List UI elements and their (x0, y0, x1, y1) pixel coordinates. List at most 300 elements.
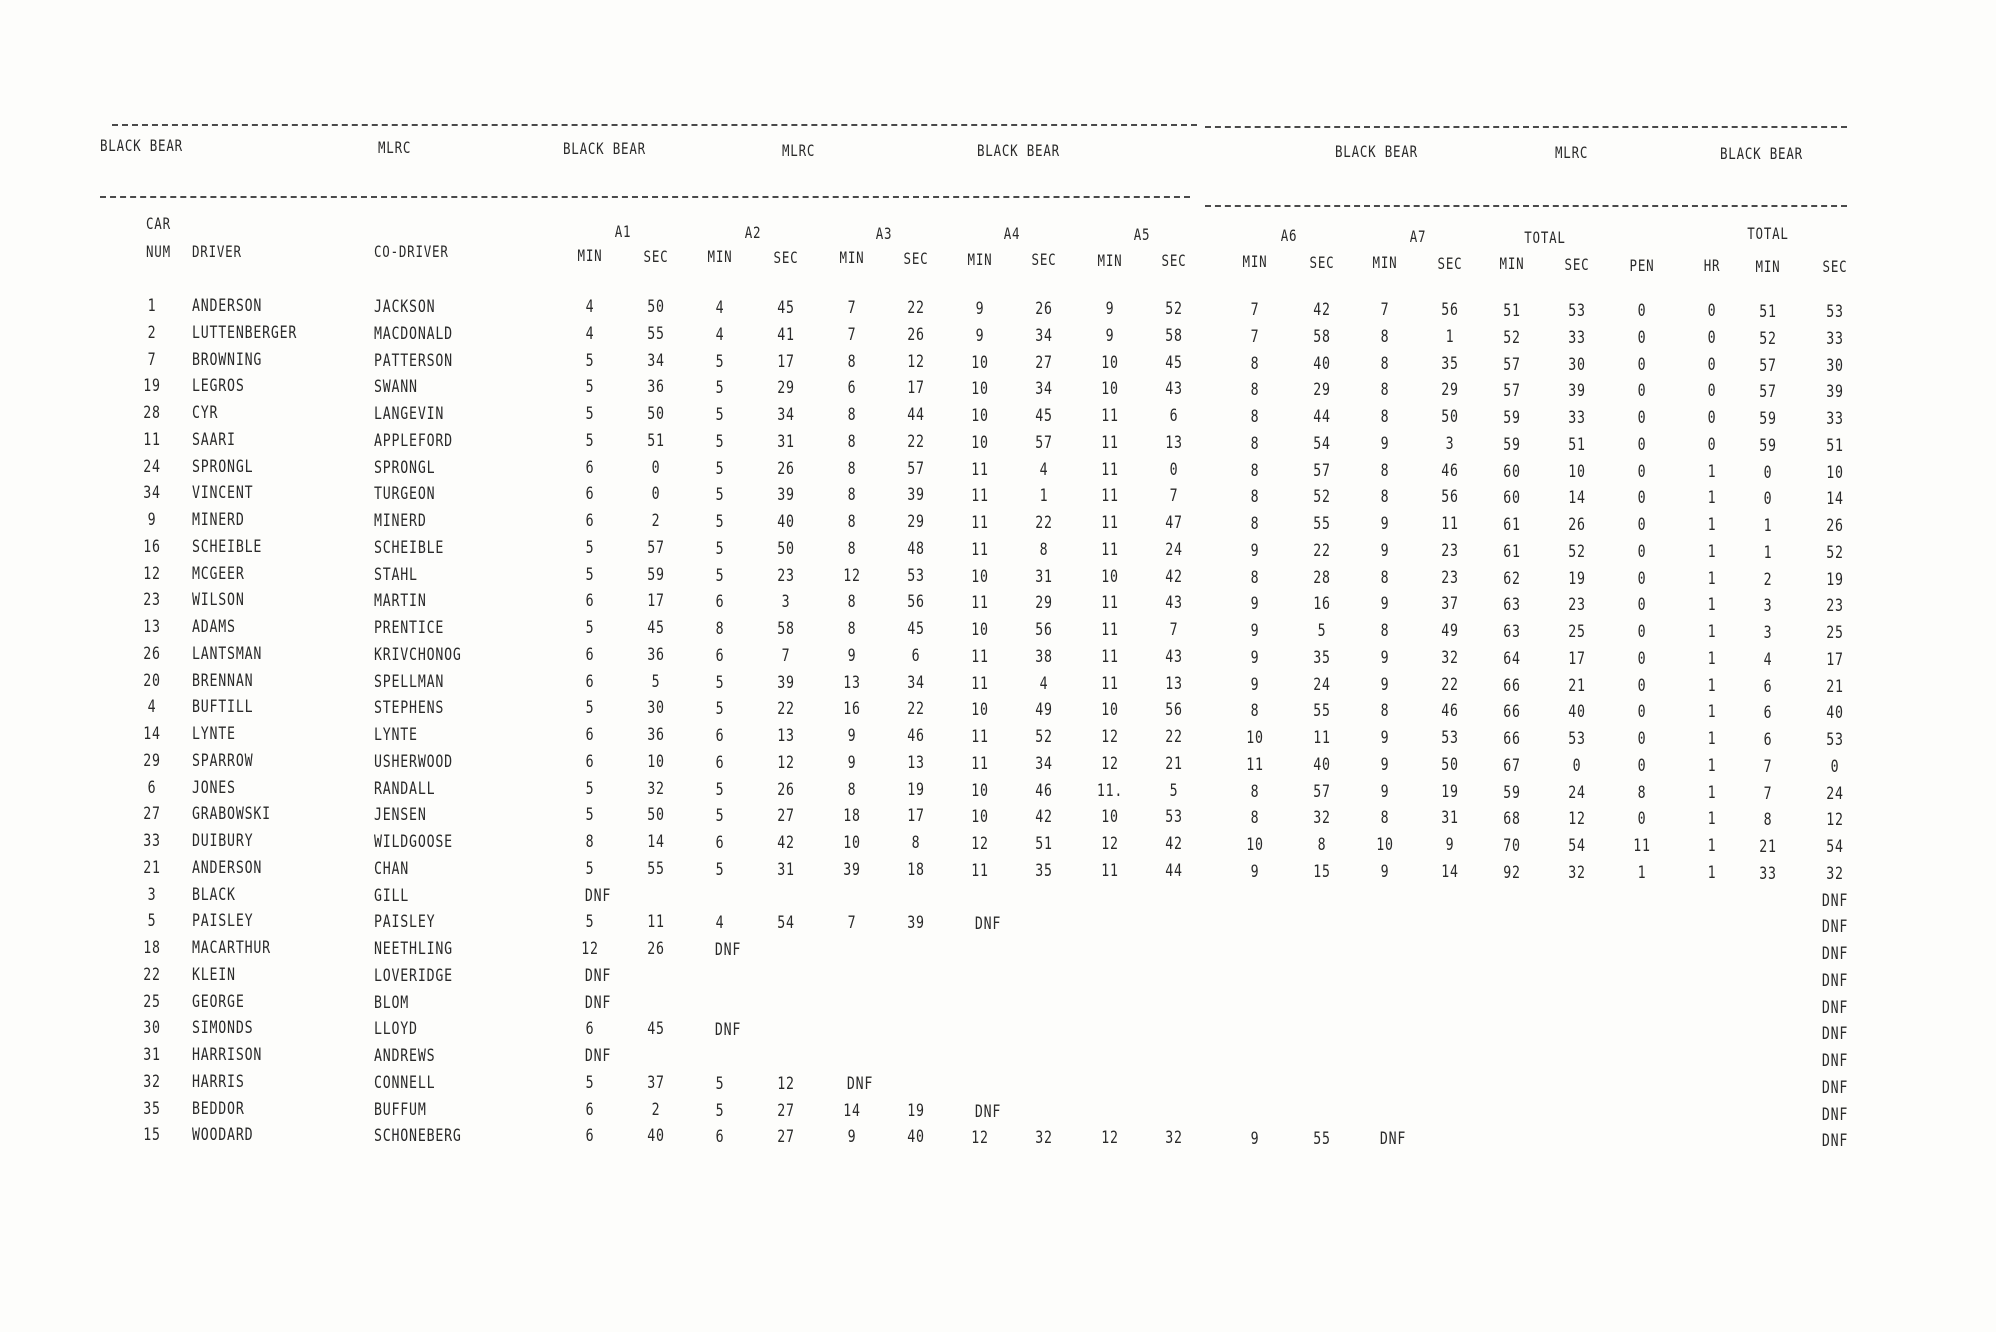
time-cell: 6 (715, 645, 725, 666)
time-cell: 9 (1380, 862, 1390, 882)
time-cell: 43 (1165, 593, 1183, 614)
time-cell: 6 (585, 484, 595, 504)
time-cell: 8 (1250, 781, 1260, 802)
dnf-cell: DNF (974, 1101, 1002, 1122)
group-header: BLACK BEAR (563, 139, 646, 158)
time-cell: 8 (847, 405, 857, 425)
time-cell: 45 (1035, 405, 1053, 426)
time-cell: 8 (847, 432, 857, 452)
car-number: 9 (147, 510, 157, 530)
time-cell: 0 (1637, 622, 1647, 642)
time-cell: 42 (1313, 299, 1331, 320)
time-cell: 0 (1830, 756, 1840, 777)
time-cell: 5 (715, 805, 725, 826)
driver-name: ADAMS (192, 617, 236, 637)
driver-name: VINCENT (192, 483, 254, 503)
time-cell: 12 (581, 939, 599, 959)
time-cell: 0 (1637, 381, 1647, 401)
time-cell: 38 (1035, 646, 1053, 667)
time-cell: 5 (585, 779, 595, 799)
time-cell: 12 (971, 833, 989, 854)
time-cell: 19 (907, 780, 925, 801)
car-label: CAR (146, 214, 171, 233)
time-cell: 13 (843, 673, 861, 693)
time-cell: 0 (1637, 515, 1647, 535)
time-cell: 39 (843, 860, 861, 880)
time-cell: 4 (585, 297, 595, 317)
time-cell: 10 (647, 752, 665, 773)
time-cell: 57 (647, 538, 665, 559)
time-cell: 9 (1445, 835, 1455, 856)
car-number: 21 (143, 858, 161, 878)
time-cell: 53 (1441, 728, 1459, 749)
time-cell: 1 (1707, 515, 1717, 536)
time-cell: 0 (1637, 462, 1647, 482)
time-cell: 22 (907, 298, 925, 319)
time-cell: 32 (1313, 807, 1331, 828)
time-cell: 43 (1165, 379, 1183, 400)
time-cell: 26 (777, 458, 795, 479)
time-cell: 17 (907, 806, 925, 827)
time-cell: 32 (1441, 648, 1459, 669)
time-cell: 43 (1165, 647, 1183, 668)
time-cell: 59 (1759, 435, 1777, 456)
time-cell: 9 (1380, 434, 1390, 454)
time-cell: 13 (777, 725, 795, 746)
time-cell: 1 (1707, 569, 1717, 590)
time-cell: 0 (1637, 595, 1647, 615)
time-cell: 8 (911, 833, 921, 854)
time-cell: 44 (1313, 406, 1331, 427)
time-cell: 17 (647, 591, 665, 612)
time-cell: 52 (1568, 541, 1586, 562)
sec-label: SEC (1161, 251, 1187, 271)
time-cell: 5 (585, 805, 595, 825)
time-cell: 0 (1637, 676, 1647, 696)
time-cell: 56 (1441, 300, 1459, 321)
time-cell: 19 (907, 1101, 925, 1122)
time-cell: 11 (971, 539, 989, 560)
group-header: MLRC (782, 141, 816, 160)
time-cell: 17 (777, 351, 795, 372)
time-cell: 8 (715, 618, 725, 639)
time-cell: 11 (1101, 433, 1119, 453)
time-cell: 6 (585, 1126, 595, 1146)
dnf-cell: DNF (584, 993, 612, 1013)
time-cell: 11 (1101, 861, 1119, 881)
time-cell: 11 (971, 592, 989, 613)
codriver-name: MINERD (374, 511, 427, 531)
time-cell: 14 (843, 1101, 861, 1121)
time-cell: 14 (647, 832, 665, 853)
time-cell: 5 (715, 672, 725, 693)
codriver-name: NEETHLING (374, 939, 453, 959)
time-cell: 6 (715, 725, 725, 746)
min-label: MIN (1097, 250, 1123, 270)
time-cell: 19 (1568, 568, 1586, 589)
time-cell: 45 (647, 618, 665, 639)
time-cell: 5 (715, 565, 725, 586)
time-cell: 35 (1313, 647, 1331, 668)
driver-name: LANTSMAN (192, 644, 263, 664)
dnf-cell: DNF (1821, 997, 1849, 1018)
time-cell: 8 (1250, 700, 1260, 721)
time-cell: 92 (1503, 862, 1521, 883)
time-cell: 24 (1313, 674, 1331, 695)
time-cell: 37 (647, 1073, 665, 1094)
time-cell: 1 (1707, 756, 1717, 777)
time-cell: 32 (647, 779, 665, 800)
time-cell: 59 (1503, 434, 1521, 455)
time-cell: 6 (585, 1019, 595, 1039)
driver-name: HARRIS (192, 1072, 245, 1092)
time-cell: 39 (907, 485, 925, 506)
time-cell: 61 (1503, 514, 1521, 535)
time-cell: 32 (1035, 1127, 1053, 1148)
time-cell: 28 (1313, 567, 1331, 588)
time-cell: 0 (1707, 381, 1717, 402)
car-number: 20 (143, 671, 161, 691)
time-cell: 12 (1101, 754, 1119, 774)
stage-header: A3 (875, 223, 893, 243)
time-cell: 4 (1763, 649, 1773, 670)
driver-name: SCHEIBLE (192, 537, 263, 557)
time-cell: 48 (907, 539, 925, 560)
time-cell: 24 (1826, 783, 1844, 804)
time-cell: 6 (585, 1100, 595, 1120)
time-cell: 34 (1035, 753, 1053, 774)
dnf-cell: DNF (714, 1019, 742, 1040)
time-cell: 1 (1707, 488, 1717, 509)
time-cell: 40 (907, 1127, 925, 1148)
time-cell: 1 (1707, 863, 1717, 884)
time-cell: 27 (777, 1100, 795, 1121)
time-cell: 1 (1707, 783, 1717, 804)
time-cell: 10 (1101, 353, 1119, 373)
time-cell: 30 (1568, 354, 1586, 375)
dnf-cell: DNF (1821, 1130, 1849, 1151)
dnf-cell: DNF (846, 1074, 874, 1094)
driver-name: ANDERSON (192, 858, 263, 878)
time-cell: 8 (1039, 539, 1049, 560)
time-cell: 7 (847, 325, 857, 345)
time-cell: 34 (1035, 378, 1053, 399)
time-cell: 0 (1637, 649, 1647, 669)
time-cell: 6 (585, 752, 595, 772)
time-cell: 10 (971, 405, 989, 426)
min-label: MIN (839, 248, 865, 268)
time-cell: 7 (847, 913, 857, 933)
time-cell: 22 (907, 432, 925, 453)
time-cell: 70 (1503, 835, 1521, 856)
time-cell: 9 (1250, 540, 1260, 561)
time-cell: 9 (1250, 593, 1260, 614)
time-cell: 8 (847, 512, 857, 532)
driver-name: MCGEER (192, 564, 245, 584)
time-cell: 51 (1035, 833, 1053, 854)
driver-name: BROWNING (192, 350, 263, 370)
codriver-name: ANDREWS (374, 1046, 436, 1066)
time-cell: 52 (1826, 542, 1844, 563)
time-cell: 11 (1101, 460, 1119, 480)
time-cell: 23 (1441, 568, 1459, 589)
time-cell: 40 (1826, 702, 1844, 723)
car-number: 13 (143, 617, 161, 637)
time-cell: 57 (1035, 432, 1053, 453)
time-cell: 57 (1759, 381, 1777, 402)
pen-label: PEN (1629, 255, 1655, 275)
time-cell: 37 (1441, 594, 1459, 615)
time-cell: 57 (1313, 460, 1331, 481)
time-cell: 7 (1250, 299, 1260, 320)
stage-header: A1 (614, 222, 632, 241)
time-cell: 11 (1101, 647, 1119, 667)
time-cell: 50 (647, 805, 665, 826)
time-cell: 17 (1826, 649, 1844, 670)
time-cell: 64 (1503, 648, 1521, 669)
time-cell: 42 (777, 832, 795, 853)
time-cell: 55 (1313, 700, 1331, 721)
time-cell: 11 (971, 860, 989, 881)
time-cell: 13 (1165, 674, 1183, 695)
time-cell: 55 (647, 859, 665, 880)
time-cell: 45 (647, 1019, 665, 1040)
time-cell: 49 (1441, 621, 1459, 642)
time-cell: 16 (1313, 593, 1331, 614)
codriver-name: GILL (374, 886, 410, 906)
time-cell: 11 (1101, 540, 1119, 560)
time-cell: 57 (1313, 781, 1331, 802)
car-number: 7 (147, 350, 157, 370)
car-number: 11 (143, 430, 161, 450)
time-cell: 11 (1441, 514, 1459, 535)
mid-rule-right (1205, 205, 1847, 207)
stage-header: TOTAL (1523, 227, 1566, 247)
time-cell: 66 (1503, 728, 1521, 749)
stage-header: A5 (1133, 225, 1151, 245)
time-cell: 52 (1165, 299, 1183, 320)
driver-name: JONES (192, 778, 236, 798)
time-cell: 57 (1503, 380, 1521, 401)
time-cell: 26 (647, 939, 665, 960)
time-cell: 5 (651, 672, 661, 693)
time-cell: 0 (1637, 408, 1647, 428)
time-cell: 1 (1763, 515, 1773, 536)
group-header: BLACK BEAR (100, 136, 183, 155)
time-cell: 63 (1503, 594, 1521, 615)
time-cell: 5 (585, 431, 595, 451)
driver-name: CYR (192, 403, 219, 423)
time-cell: 56 (1035, 619, 1053, 640)
driver-name: WILSON (192, 590, 245, 610)
time-cell: 6 (585, 645, 595, 665)
time-cell: 26 (907, 325, 925, 346)
time-cell: 9 (1105, 299, 1115, 319)
time-cell: 60 (1503, 487, 1521, 508)
car-number: 32 (143, 1072, 161, 1092)
time-cell: 26 (1035, 298, 1053, 319)
car-number: 16 (143, 537, 161, 557)
time-cell: 29 (1441, 380, 1459, 401)
time-cell: 59 (1759, 408, 1777, 429)
codriver-name: LANGEVIN (374, 404, 445, 424)
time-cell: 30 (1826, 355, 1844, 376)
time-cell: 54 (1313, 433, 1331, 454)
car-number: 29 (143, 751, 161, 771)
driver-name: LYNTE (192, 724, 236, 744)
codriver-name: APPLEFORD (374, 431, 453, 451)
time-cell: 52 (1313, 486, 1331, 507)
time-cell: 1 (1707, 809, 1717, 830)
time-cell: 8 (1380, 487, 1390, 507)
time-cell: 9 (1105, 326, 1115, 346)
time-cell: 27 (777, 805, 795, 826)
time-cell: 1 (1707, 836, 1717, 857)
codriver-name: SCHONEBERG (374, 1126, 462, 1146)
driver-name: MACARTHUR (192, 938, 271, 958)
time-cell: 9 (1380, 675, 1390, 695)
time-cell: 5 (585, 618, 595, 638)
time-cell: 10 (971, 566, 989, 587)
time-cell: 6 (715, 591, 725, 612)
time-cell: 10 (1101, 700, 1119, 720)
time-cell: 59 (1503, 782, 1521, 803)
dnf-cell: DNF (1821, 943, 1849, 964)
time-cell: 39 (907, 913, 925, 934)
time-cell: 9 (1380, 648, 1390, 668)
top-rule-left (112, 124, 1197, 126)
dnf-cell: DNF (1821, 1104, 1849, 1125)
codriver-name: JENSEN (374, 805, 427, 825)
sec-label: SEC (773, 247, 799, 267)
time-cell: 10 (1101, 379, 1119, 399)
time-cell: 4 (715, 912, 725, 933)
time-cell: 4 (1039, 673, 1049, 694)
codriver-name: LOVERIDGE (374, 966, 453, 986)
time-cell: 3 (1763, 595, 1773, 616)
time-cell: 0 (651, 484, 661, 505)
time-cell: 42 (1035, 806, 1053, 827)
time-cell: 52 (1503, 327, 1521, 348)
time-cell: 8 (1250, 807, 1260, 828)
time-cell: 8 (1250, 486, 1260, 507)
time-cell: 5 (585, 859, 595, 879)
time-cell: 0 (651, 458, 661, 479)
codriver-name: PAISLEY (374, 912, 436, 932)
codriver-name: STAHL (374, 565, 418, 585)
time-cell: 5 (585, 698, 595, 718)
time-cell: 8 (1250, 433, 1260, 454)
sec-label: SEC (1031, 250, 1057, 270)
car-number: 1 (147, 296, 157, 316)
time-cell: 6 (1169, 406, 1179, 427)
time-cell: 9 (847, 753, 857, 773)
time-cell: 39 (1568, 380, 1586, 401)
codriver-name: BUFFUM (374, 1100, 427, 1120)
time-cell: 12 (777, 752, 795, 773)
car-number: 24 (143, 457, 161, 477)
time-cell: 8 (1380, 568, 1390, 588)
time-cell: 0 (1637, 435, 1647, 455)
time-cell: 11 (971, 726, 989, 747)
time-cell: 2 (1763, 569, 1773, 590)
time-cell: 1 (1445, 327, 1455, 348)
car-number: 30 (143, 1018, 161, 1038)
time-cell: 11 (971, 512, 989, 533)
time-cell: 0 (1637, 809, 1647, 829)
time-cell: 44 (1165, 861, 1183, 882)
time-cell: 22 (777, 698, 795, 719)
time-cell: 55 (1313, 513, 1331, 534)
time-cell: 51 (1826, 435, 1844, 456)
time-cell: 8 (847, 352, 857, 372)
time-cell: 33 (1826, 328, 1844, 349)
time-cell: 8 (1380, 407, 1390, 427)
car-number: 2 (147, 323, 157, 343)
hr-label: HR (1703, 256, 1721, 276)
dnf-cell: DNF (1379, 1129, 1407, 1149)
top-rule-right (1205, 126, 1847, 128)
time-cell: 4 (715, 297, 725, 318)
codriver-name: RANDALL (374, 779, 436, 799)
car-number: 25 (143, 992, 161, 1012)
time-cell: 53 (1568, 300, 1586, 321)
dnf-cell: DNF (714, 939, 742, 960)
time-cell: 22 (1313, 540, 1331, 561)
time-cell: 53 (907, 566, 925, 587)
time-cell: 22 (1165, 727, 1183, 748)
time-cell: 5 (715, 1100, 725, 1121)
dnf-cell: DNF (974, 913, 1002, 934)
time-cell: 33 (1568, 327, 1586, 348)
time-cell: 46 (1441, 701, 1459, 722)
codriver-name: CHAN (374, 859, 410, 879)
time-cell: 0 (1637, 542, 1647, 562)
time-cell: 11 (1246, 754, 1264, 775)
time-cell: 40 (647, 1126, 665, 1147)
driver-name: SPRONGL (192, 457, 254, 477)
time-cell: 9 (1380, 541, 1390, 561)
time-cell: 4 (715, 324, 725, 345)
time-cell: 12 (1101, 1128, 1119, 1148)
time-cell: 15 (1313, 861, 1331, 882)
time-cell: 9 (1250, 647, 1260, 668)
time-cell: 0 (1637, 729, 1647, 749)
codriver-name: SPELLMAN (374, 672, 445, 692)
time-cell: 8 (847, 485, 857, 505)
time-cell: 34 (1035, 325, 1053, 346)
time-cell: 0 (1637, 702, 1647, 722)
car-number: 27 (143, 804, 161, 824)
time-cell: 19 (1441, 782, 1459, 803)
driver-name: LEGROS (192, 376, 245, 396)
codriver-name: MARTIN (374, 591, 427, 611)
dnf-cell: DNF (1821, 890, 1849, 911)
time-cell: 10 (1246, 727, 1264, 748)
driver-name: PAISLEY (192, 911, 254, 931)
time-cell: 58 (1165, 326, 1183, 347)
stage-header: A7 (1409, 226, 1426, 246)
time-cell: 9 (975, 298, 985, 319)
time-cell: 5 (715, 404, 725, 425)
time-cell: 8 (585, 832, 595, 852)
time-cell: 5 (715, 538, 725, 559)
time-cell: 5 (715, 431, 725, 452)
car-number: 34 (143, 483, 161, 503)
codriver-name: LYNTE (374, 725, 418, 745)
time-cell: 6 (585, 725, 595, 745)
time-cell: 0 (1763, 462, 1773, 483)
